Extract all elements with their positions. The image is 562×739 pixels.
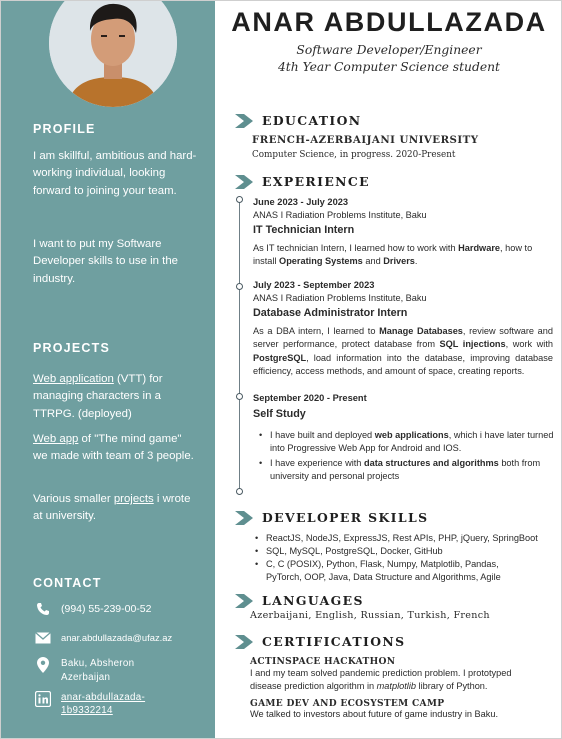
project-3-text: i wrote at university. <box>33 493 191 523</box>
profile-heading: PROFILE <box>33 122 96 136</box>
languages-heading: LANGUAGES <box>262 593 364 608</box>
job3-b2-bold: data structures and algorithms <box>363 458 499 468</box>
job2-d2b: SQL injections <box>439 339 506 350</box>
cert1-d2: library of Python. <box>415 680 488 691</box>
job2-d4: , load information into the database, improving database efficiency, access methods, and amount of space, creating reports. <box>253 352 553 376</box>
self-study-bullet-2 <box>259 457 554 483</box>
timeline-dot <box>236 488 243 495</box>
job3-b2-post: both from university and personal projects <box>270 458 541 481</box>
contact-linkedin <box>33 691 145 717</box>
profile-text-2: I want to put my Software Developer skills to use in the industry. <box>33 238 178 285</box>
bullet-dot: • <box>259 458 263 468</box>
envelope-icon <box>33 630 53 646</box>
job3-b1-pre: I have built and deployed <box>270 430 375 440</box>
certifications-section-header <box>235 634 405 649</box>
full-name: ANAR ABDULLAZADA <box>231 7 547 37</box>
contact-phone <box>33 601 151 617</box>
project-1-text: (VTT) for managing characters in a TTRPG. (deployed) <box>33 373 163 420</box>
cert1-title: ACTINSPACE HACKATHON <box>250 656 396 667</box>
contact-address <box>33 657 134 685</box>
bullet-dot: • <box>255 546 259 556</box>
skill-item <box>255 558 526 584</box>
subtitle-role: Software Developer/Engineer <box>296 43 482 57</box>
phone-number[interactable]: (994) 55-239-00-52 <box>61 603 152 615</box>
education-section-header <box>235 113 362 128</box>
job2-d1: As a DBA intern, I learned to <box>253 326 380 336</box>
bullet-dot: • <box>259 430 263 440</box>
chevron-right-icon <box>235 511 253 525</box>
chevron-right-icon <box>235 594 253 608</box>
languages-section-header <box>235 593 364 608</box>
job2-d3b: PostgreSQL <box>253 352 307 363</box>
timeline-dot <box>236 196 243 203</box>
job1-d1: As IT technician Intern, I learned how to work with <box>253 243 459 253</box>
project-2-link[interactable]: Web app <box>33 433 79 445</box>
chevron-right-icon <box>235 635 253 649</box>
email-address[interactable]: anar.abdullazada@ufaz.az <box>61 632 173 643</box>
linkedin-line-2: 1b9332214 <box>61 705 113 716</box>
job2-d2: , review software and server performance, protect database from <box>253 326 553 350</box>
job1-d4: . <box>414 256 418 267</box>
job2-dates: July 2023 - September 2023 <box>253 280 375 290</box>
project-3-pre: Various smaller <box>33 493 114 505</box>
address-line-1: Baku, Absheron <box>61 658 135 669</box>
job3-title: Self Study <box>253 408 306 420</box>
job2-org: ANAS I Radiation Problems Institute, Baku <box>253 293 427 303</box>
job2-d1b: Manage Databases <box>379 326 463 336</box>
contact-heading: CONTACT <box>33 576 102 590</box>
languages-list: Azerbaijani, English, Russian, Turkish, French <box>250 610 490 621</box>
timeline-dot <box>236 393 243 400</box>
bullet-dot: • <box>255 533 259 543</box>
contact-email <box>33 630 172 646</box>
cert1-italic: matplotlib <box>376 680 416 691</box>
skill-item <box>255 545 556 558</box>
address <box>61 657 134 685</box>
skill-item <box>255 532 556 545</box>
job1-d2: , how to install <box>253 243 533 267</box>
cert1-d1: I and my team solved pandemic prediction problem. I prototyped disease prediction algorithm in <box>250 668 512 691</box>
chevron-right-icon <box>235 175 253 189</box>
address-line-2: Azerbaijan <box>61 672 111 683</box>
profile-photo <box>49 0 177 107</box>
job2-description <box>253 325 553 378</box>
profile-text-1: I am skillful, ambitious and hard-working individual, looking forward to joining your team. <box>33 150 197 197</box>
chevron-right-icon <box>235 114 253 128</box>
skills-heading: DEVELOPER SKILLS <box>262 510 429 525</box>
skill-text: C, C (POSIX), Python, Flask, Numpy, Matplotlib, Pandas, PyTorch, OOP, Java, Data Structure and Algorithms, Agile <box>266 559 501 582</box>
job1-d1b: Hardware <box>458 243 500 253</box>
linkedin-link[interactable] <box>61 691 145 717</box>
project-3 <box>33 491 198 526</box>
education-detail: Computer Science, in progress. 2020-Present <box>252 150 456 160</box>
bullet-dot: • <box>255 559 259 569</box>
certifications-heading: CERTIFICATIONS <box>262 634 406 649</box>
location-pin-icon <box>33 657 53 673</box>
job2-d3: , work with <box>505 339 553 350</box>
timeline-line <box>239 199 240 491</box>
project-1 <box>33 371 198 423</box>
cert1-description <box>250 667 540 692</box>
timeline-dot <box>236 283 243 290</box>
project-2-text: of "The mind game" we made with team of 3 people. <box>33 433 194 463</box>
subtitle-student: 4th Year Computer Science student <box>277 60 500 74</box>
cert2-title: GAME DEV AND ECOSYSTEM CAMP <box>250 698 445 709</box>
job2-title: Database Administrator Intern <box>253 307 408 319</box>
linkedin-line-1: anar-abdullazada- <box>61 692 146 703</box>
skills-section-header <box>235 510 428 525</box>
skill-text: ReactJS, NodeJS, ExpressJS, Rest APIs, PHP, jQuery, SpringBoot <box>266 533 538 543</box>
job3-b1-bold: web applications <box>374 430 449 440</box>
experience-heading: EXPERIENCE <box>262 174 370 189</box>
job3-b1-post: , which i have later turned into Progressive Web App for Android and IOS. <box>270 430 554 453</box>
job3-b2-pre: I have experience with <box>270 458 364 468</box>
job1-description <box>253 242 553 269</box>
cert2-description: We talked to investors about future of game industry in Baku. <box>250 709 499 719</box>
job1-d2b: Operating Systems <box>279 256 363 267</box>
job3-dates: September 2020 - Present <box>253 393 367 403</box>
job1-dates: June 2023 - July 2023 <box>253 197 349 207</box>
experience-section-header <box>235 174 370 189</box>
projects-heading: PROJECTS <box>33 341 110 355</box>
job1-d3: and <box>362 256 384 267</box>
job1-org: ANAS I Radiation Problems Institute, Baku <box>253 210 427 220</box>
project-3-link[interactable]: projects <box>113 493 154 505</box>
phone-icon <box>33 601 53 617</box>
sidebar <box>1 1 215 739</box>
project-2 <box>33 431 198 466</box>
main-content <box>215 1 562 739</box>
job1-d3b: Drivers <box>383 256 415 267</box>
skill-text: SQL, MySQL, PostgreSQL, Docker, GitHub <box>266 546 443 556</box>
education-heading: EDUCATION <box>262 113 362 128</box>
linkedin-icon <box>33 691 53 707</box>
job1-title: IT Technician Intern <box>253 224 355 236</box>
project-1-link[interactable]: Web application <box>33 373 114 385</box>
school-name: FRENCH-AZERBAIJANI UNIVERSITY <box>252 134 479 146</box>
self-study-bullet-1 <box>259 429 554 455</box>
